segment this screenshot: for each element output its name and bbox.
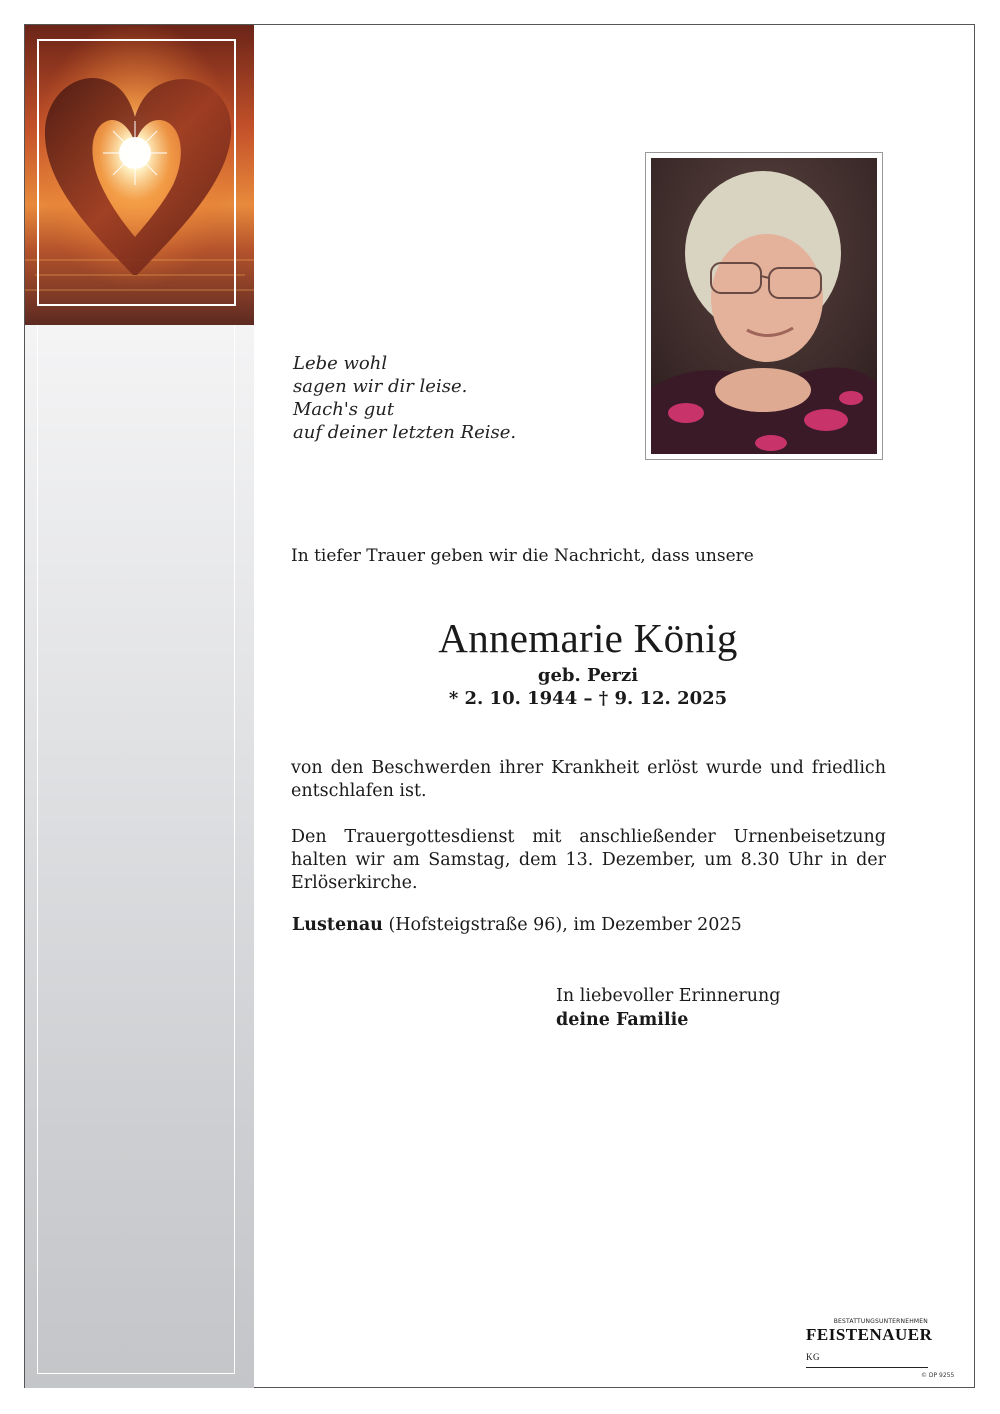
place-date-line	[292, 915, 742, 935]
life-dates: * 2. 10. 1944 – † 9. 12. 2025	[448, 688, 728, 709]
poem-line: Mach's gut	[293, 399, 395, 420]
closing	[556, 985, 781, 1032]
place-town: Lustenau	[292, 915, 383, 935]
poem	[293, 352, 516, 444]
logo-name: FEISTENAUER	[806, 1325, 933, 1344]
intro-text: In tiefer Trauer geben wir die Nachricht, dass unsere	[291, 546, 754, 566]
logo-suffix: KG	[806, 1352, 820, 1362]
logo-tagline: BESTATTUNGSUNTERNEHMEN	[833, 1318, 928, 1325]
poem-line: auf deiner letzten Reise.	[293, 422, 517, 443]
logo-wordmark	[806, 1325, 933, 1368]
closing-line: In liebevoller Erinnerung	[556, 986, 781, 1006]
deceased-name: Annemarie König	[438, 615, 738, 661]
copyright-code: © DP 9255	[921, 1372, 955, 1379]
poem-line: sagen wir dir leise.	[293, 376, 468, 397]
poem-line: Lebe wohl	[293, 353, 388, 374]
portrait-photo	[651, 158, 877, 454]
place-rest: (Hofsteigstraße 96), im Dezember 2025	[382, 915, 742, 935]
service-paragraph: Den Trauergottesdienst mit anschließender Urnenbeisetzung halten wir am Samstag, dem 13. Dezember, um 8.30 Uhr in der Erlöserkirche.	[291, 827, 886, 893]
closing-family: deine Familie	[556, 1010, 689, 1030]
portrait-frame	[645, 152, 883, 460]
birth-name: geb. Perzi	[537, 665, 639, 686]
passing-paragraph: von den Beschwerden ihrer Krankheit erlöst wurde und friedlich entschlafen ist.	[291, 758, 886, 801]
funeral-home-logo	[806, 1318, 933, 1368]
heart-sunset-image	[25, 25, 254, 325]
